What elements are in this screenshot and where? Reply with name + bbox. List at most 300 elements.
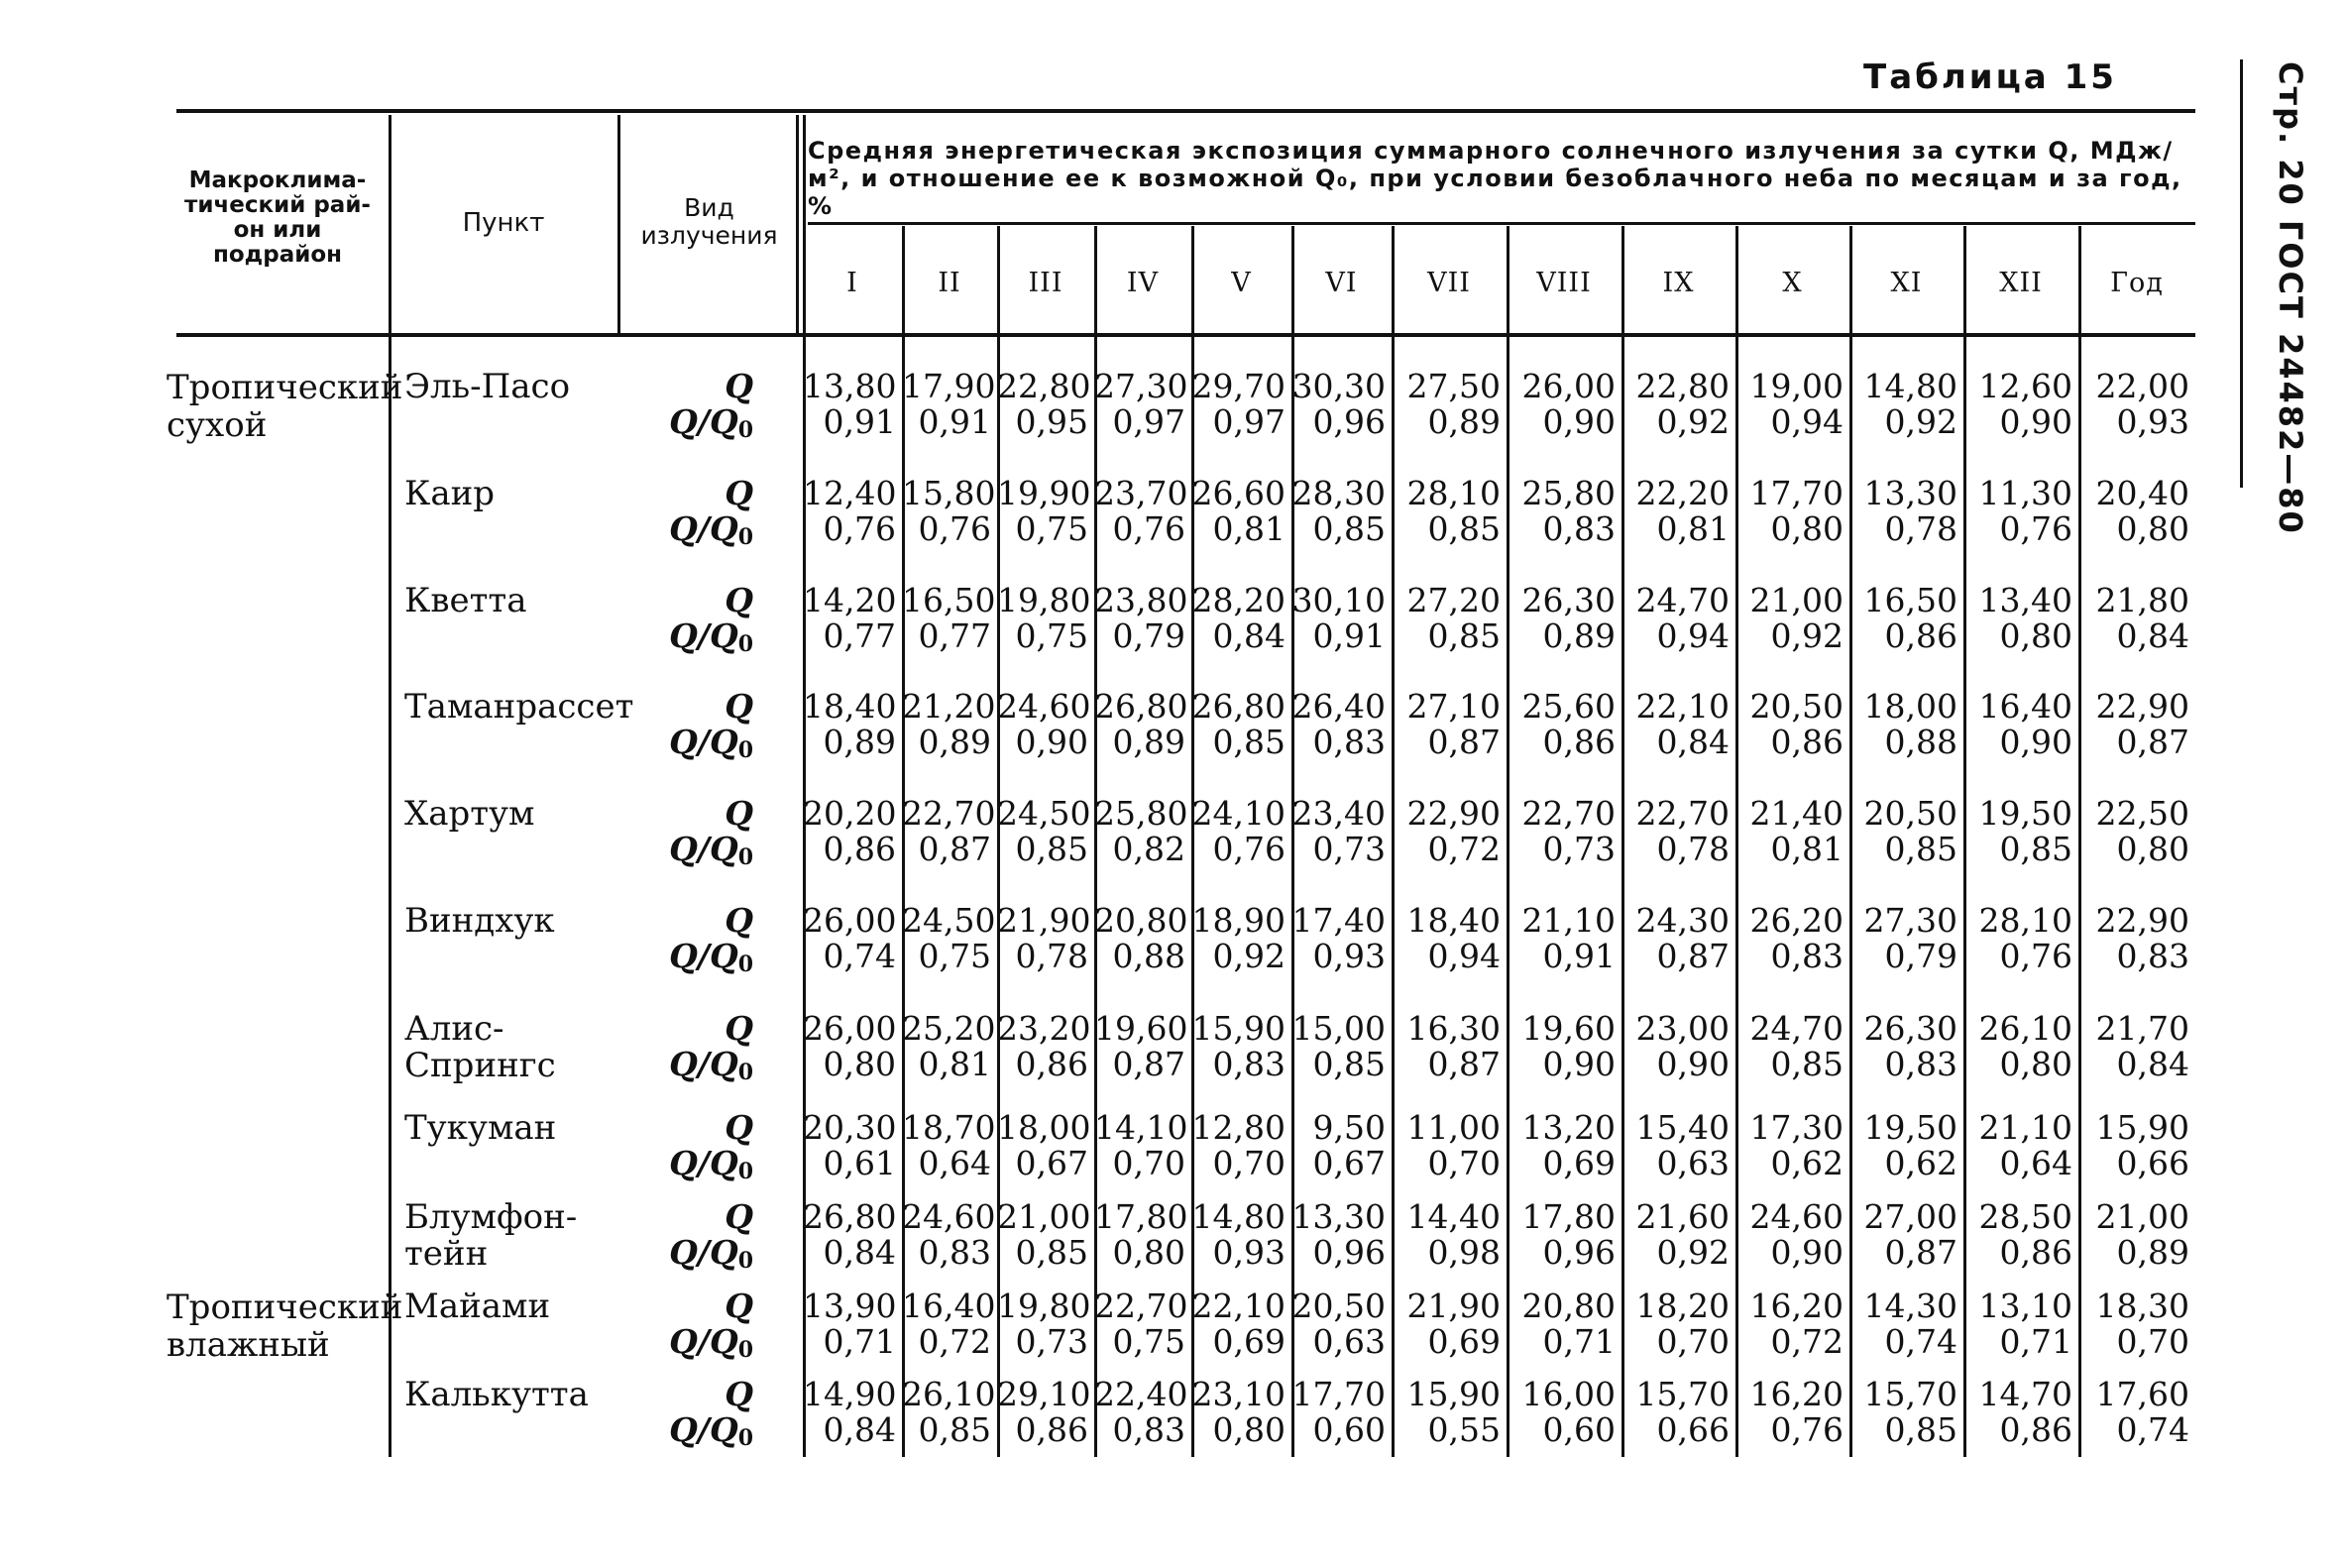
ratio-value-cell: 0,95 <box>1015 402 1088 441</box>
ratio-value-cell: 0,89 <box>1427 402 1501 441</box>
q-value-cell: 29,10 <box>997 1375 1091 1413</box>
ratio-value-cell: 0,73 <box>1312 830 1386 868</box>
ratio-value-cell: 0,91 <box>823 402 896 441</box>
q-value-cell: 20,80 <box>1094 901 1188 940</box>
q-value-cell: 24,60 <box>997 687 1091 726</box>
radiation-ratio-label <box>634 1047 753 1090</box>
q-value-cell: 16,40 <box>1978 687 2072 726</box>
top-rule <box>176 109 2195 113</box>
ratio-value-cell: 0,74 <box>2116 1410 2189 1449</box>
ratio-value-cell: 0,73 <box>1542 830 1616 868</box>
q-value-cell: 22,90 <box>2095 901 2189 940</box>
q-value-cell: 25,60 <box>1521 687 1616 726</box>
ratio-value-cell: 0,75 <box>1015 509 1088 548</box>
ratio-value-cell: 0,87 <box>918 830 991 868</box>
q-value-cell: 22,40 <box>1094 1375 1188 1413</box>
q-value-cell: 9,50 <box>1312 1108 1386 1147</box>
ratio-value-cell: 0,94 <box>1427 937 1501 975</box>
ratio-value-cell: 0,60 <box>1542 1410 1616 1449</box>
ratio-value-cell: 0,83 <box>1884 1045 1957 1083</box>
ratio-value-cell: 0,97 <box>1112 402 1185 441</box>
ratio-value-cell: 0,89 <box>918 723 991 761</box>
ratio-value-cell: 0,85 <box>1884 830 1957 868</box>
month-header-11: XI <box>1890 268 1923 298</box>
q-value-cell: 19,60 <box>1521 1009 1616 1048</box>
month-header-divider-4 <box>1191 226 1194 333</box>
q-value-cell: 20,50 <box>1291 1287 1386 1325</box>
ratio-value-cell: 0,71 <box>1999 1322 2072 1361</box>
q-value-cell: 25,20 <box>902 1009 996 1048</box>
q-value-cell: 20,80 <box>1521 1287 1616 1325</box>
ratio-value-cell: 0,83 <box>1542 509 1616 548</box>
q-value-cell: 14,80 <box>1863 367 1957 405</box>
ratio-value-cell: 0,70 <box>1427 1144 1501 1182</box>
q-value-cell: 24,70 <box>1749 1009 1844 1048</box>
point-name: Эль-Пасо <box>404 367 571 406</box>
q-value-cell: 16,30 <box>1406 1009 1501 1048</box>
month-header-divider-8 <box>1621 226 1624 333</box>
q-value-cell: 21,00 <box>997 1197 1091 1236</box>
q-value-cell: 17,80 <box>1094 1197 1188 1236</box>
q-value-cell: 25,80 <box>1521 474 1616 512</box>
ratio-value-cell: 0,80 <box>1112 1233 1185 1272</box>
q-value-cell: 14,40 <box>1406 1197 1501 1236</box>
q-value-cell: 17,60 <box>2095 1375 2189 1413</box>
ratio-value-cell: 0,83 <box>1770 937 1844 975</box>
month-header-divider-9 <box>1735 226 1738 333</box>
month-header-1: I <box>846 268 858 298</box>
ratio-value-cell: 0,83 <box>1212 1045 1286 1083</box>
q-value-cell: 13,30 <box>1291 1197 1386 1236</box>
ratio-value-cell: 0,84 <box>1212 616 1286 655</box>
ratio-value-cell: 0,85 <box>1015 830 1088 868</box>
radiation-ratio-label <box>634 511 753 555</box>
q-value-cell: 27,20 <box>1406 581 1501 619</box>
q-value-cell: 15,70 <box>1635 1375 1730 1413</box>
ratio-value-cell: 0,80 <box>2116 830 2189 868</box>
ratio-value-cell: 0,62 <box>1884 1144 1957 1182</box>
q-value-cell: 26,10 <box>902 1375 996 1413</box>
q-value-cell: 18,40 <box>803 687 897 726</box>
q-value-cell: 15,80 <box>902 474 996 512</box>
q-value-cell: 26,80 <box>1094 687 1188 726</box>
q-value-cell: 13,30 <box>1863 474 1957 512</box>
radiation-ratio-main: Q/Q <box>669 1410 738 1449</box>
radiation-ratio-main: Q/Q <box>669 402 738 441</box>
ratio-value-cell: 0,91 <box>918 402 991 441</box>
q-value-cell: 21,10 <box>1978 1108 2072 1147</box>
radiation-ratio-subscript: 0 <box>737 1425 753 1451</box>
q-value-cell: 28,20 <box>1191 581 1286 619</box>
ratio-value-cell: 0,86 <box>1884 616 1957 655</box>
q-value-cell: 28,10 <box>1406 474 1501 512</box>
q-value-cell: 21,00 <box>2095 1197 2189 1236</box>
radiation-ratio-label <box>634 404 753 448</box>
radiation-ratio-main: Q/Q <box>669 830 738 868</box>
q-value-cell: 30,10 <box>1291 581 1386 619</box>
radiation-ratio-subscript: 0 <box>737 1248 753 1274</box>
q-value-cell: 21,90 <box>1406 1287 1501 1325</box>
ratio-value-cell: 0,80 <box>823 1045 896 1083</box>
ratio-value-cell: 0,83 <box>918 1233 991 1272</box>
q-value-cell: 12,80 <box>1191 1108 1286 1147</box>
q-value-cell: 27,10 <box>1406 687 1501 726</box>
q-value-cell: 24,30 <box>1635 901 1730 940</box>
ratio-value-cell: 0,92 <box>1770 616 1844 655</box>
radiation-ratio-label <box>634 939 753 982</box>
ratio-value-cell: 0,96 <box>1312 1233 1386 1272</box>
q-value-cell: 22,50 <box>2095 794 2189 833</box>
q-value-cell: 14,80 <box>1191 1197 1286 1236</box>
group-column-header: Средняя энергетическая экспозиция суммарного солнечного излучения за сутки Q, МДж/м², и отношение ее к возможной Q₀, при условии безоблачного неба по месяцам и за год, % <box>808 137 2182 220</box>
q-value-cell: 26,60 <box>1191 474 1286 512</box>
q-value-cell: 26,10 <box>1978 1009 2072 1048</box>
q-value-cell: 11,00 <box>1406 1108 1501 1147</box>
ratio-value-cell: 0,72 <box>918 1322 991 1361</box>
q-value-cell: 28,10 <box>1978 901 2072 940</box>
q-value-cell: 16,20 <box>1749 1287 1844 1325</box>
q-value-cell: 27,00 <box>1863 1197 1957 1236</box>
radiation-ratio-label <box>634 1412 753 1456</box>
q-value-cell: 21,20 <box>902 687 996 726</box>
group-header-rule <box>808 222 2195 225</box>
q-value-cell: 18,30 <box>2095 1287 2189 1325</box>
point-name: Алис- Спрингс <box>404 1009 556 1085</box>
radiation-q-label: Q <box>725 1009 753 1048</box>
radiation-ratio-main: Q/Q <box>669 1233 738 1272</box>
region-label: Тропический сухой <box>167 368 403 445</box>
point-name: Виндхук <box>404 901 555 941</box>
q-value-cell: 14,90 <box>803 1375 897 1413</box>
ratio-value-cell: 0,90 <box>1999 723 2072 761</box>
ratio-value-cell: 0,86 <box>823 830 896 868</box>
ratio-value-cell: 0,84 <box>2116 1045 2189 1083</box>
q-value-cell: 21,40 <box>1749 794 1844 833</box>
ratio-value-cell: 0,85 <box>1770 1045 1844 1083</box>
q-value-cell: 19,00 <box>1749 367 1844 405</box>
ratio-value-cell: 0,91 <box>1542 937 1616 975</box>
ratio-value-cell: 0,93 <box>1312 937 1386 975</box>
q-value-cell: 23,10 <box>1191 1375 1286 1413</box>
q-value-cell: 28,50 <box>1978 1197 2072 1236</box>
ratio-value-cell: 0,77 <box>918 616 991 655</box>
ratio-value-cell: 0,85 <box>1312 1045 1386 1083</box>
q-value-cell: 16,50 <box>1863 581 1957 619</box>
ratio-value-cell: 0,86 <box>1999 1233 2072 1272</box>
point-name: Блумфон- тейн <box>404 1197 578 1274</box>
ratio-value-cell: 0,90 <box>1999 402 2072 441</box>
ratio-value-cell: 0,92 <box>1884 402 1957 441</box>
q-value-cell: 19,80 <box>997 1287 1091 1325</box>
ratio-value-cell: 0,91 <box>1312 616 1386 655</box>
q-value-cell: 13,90 <box>803 1287 897 1325</box>
q-value-cell: 22,00 <box>2095 367 2189 405</box>
header-divider-2 <box>796 115 799 333</box>
radiation-ratio-subscript: 0 <box>737 1337 753 1363</box>
radiation-ratio-subscript: 0 <box>737 952 753 977</box>
ratio-value-cell: 0,93 <box>1212 1233 1286 1272</box>
ratio-value-cell: 0,81 <box>1770 830 1844 868</box>
q-value-cell: 16,40 <box>902 1287 996 1325</box>
ratio-value-cell: 0,70 <box>1212 1144 1286 1182</box>
ratio-value-cell: 0,89 <box>1112 723 1185 761</box>
q-value-cell: 21,90 <box>997 901 1091 940</box>
ratio-value-cell: 0,85 <box>1999 830 2072 868</box>
q-value-cell: 26,00 <box>803 1009 897 1048</box>
ratio-value-cell: 0,73 <box>1015 1322 1088 1361</box>
q-value-cell: 26,80 <box>1191 687 1286 726</box>
q-value-cell: 24,10 <box>1191 794 1286 833</box>
ratio-value-cell: 0,64 <box>918 1144 991 1182</box>
q-value-cell: 22,90 <box>2095 687 2189 726</box>
q-value-cell: 17,70 <box>1291 1375 1386 1413</box>
ratio-value-cell: 0,92 <box>1656 1233 1730 1272</box>
ratio-value-cell: 0,69 <box>1212 1322 1286 1361</box>
q-value-cell: 24,70 <box>1635 581 1730 619</box>
q-value-cell: 26,20 <box>1749 901 1844 940</box>
q-value-cell: 15,00 <box>1291 1009 1386 1048</box>
ratio-value-cell: 0,80 <box>1770 509 1844 548</box>
ratio-value-cell: 0,89 <box>823 723 896 761</box>
month-header-7: VII <box>1427 268 1471 298</box>
ratio-value-cell: 0,83 <box>1112 1410 1185 1449</box>
ratio-value-cell: 0,78 <box>1656 830 1730 868</box>
q-value-cell: 26,40 <box>1291 687 1386 726</box>
month-header-divider-3 <box>1094 226 1097 333</box>
q-value-cell: 23,70 <box>1094 474 1188 512</box>
q-value-cell: 16,20 <box>1749 1375 1844 1413</box>
q-value-cell: 12,40 <box>803 474 897 512</box>
q-value-cell: 27,50 <box>1406 367 1501 405</box>
q-value-cell: 26,30 <box>1863 1009 1957 1048</box>
ratio-value-cell: 0,76 <box>1112 509 1185 548</box>
q-value-cell: 24,50 <box>902 901 996 940</box>
q-value-cell: 15,90 <box>1191 1009 1286 1048</box>
ratio-value-cell: 0,76 <box>823 509 896 548</box>
q-value-cell: 24,60 <box>902 1197 996 1236</box>
ratio-value-cell: 0,92 <box>1212 937 1286 975</box>
region-column-header: Макроклима- тический рай- он или подрайон <box>184 168 371 268</box>
ratio-value-cell: 0,76 <box>1999 937 2072 975</box>
ratio-value-cell: 0,70 <box>2116 1322 2189 1361</box>
ratio-value-cell: 0,70 <box>1112 1144 1185 1182</box>
month-header-divider-5 <box>1291 226 1294 333</box>
month-header-13: Год <box>2110 268 2164 298</box>
q-value-cell: 20,40 <box>2095 474 2189 512</box>
ratio-value-cell: 0,81 <box>1656 509 1730 548</box>
q-value-cell: 26,00 <box>803 901 897 940</box>
ratio-value-cell: 0,72 <box>1427 830 1501 868</box>
ratio-value-cell: 0,75 <box>1015 616 1088 655</box>
q-value-cell: 19,90 <box>997 474 1091 512</box>
q-value-cell: 22,10 <box>1635 687 1730 726</box>
point-name: Майами <box>404 1287 551 1326</box>
ratio-value-cell: 0,61 <box>823 1144 896 1182</box>
point-name: Кветта <box>404 581 527 620</box>
radiation-ratio-main: Q/Q <box>669 1144 738 1182</box>
month-header-2: II <box>938 268 961 298</box>
radiation-ratio-subscript: 0 <box>737 1060 753 1085</box>
month-header-12: XII <box>1999 268 2043 298</box>
q-value-cell: 19,50 <box>1978 794 2072 833</box>
ratio-value-cell: 0,87 <box>1656 937 1730 975</box>
ratio-value-cell: 0,66 <box>1656 1410 1730 1449</box>
q-value-cell: 18,90 <box>1191 901 1286 940</box>
q-value-cell: 26,80 <box>803 1197 897 1236</box>
radiation-q-label: Q <box>725 474 753 512</box>
ratio-value-cell: 0,76 <box>918 509 991 548</box>
radiation-ratio-label <box>634 1146 753 1189</box>
ratio-value-cell: 0,70 <box>1656 1322 1730 1361</box>
ratio-value-cell: 0,96 <box>1312 402 1386 441</box>
q-value-cell: 22,10 <box>1191 1287 1286 1325</box>
ratio-value-cell: 0,88 <box>1112 937 1185 975</box>
radiation-q-label: Q <box>725 901 753 940</box>
ratio-value-cell: 0,93 <box>2116 402 2189 441</box>
month-header-9: IX <box>1662 268 1695 298</box>
ratio-value-cell: 0,76 <box>1770 1410 1844 1449</box>
ratio-value-cell: 0,71 <box>1542 1322 1616 1361</box>
radiation-q-label: Q <box>725 581 753 619</box>
month-header-4: IV <box>1126 268 1160 298</box>
running-head <box>2250 61 2309 535</box>
ratio-value-cell: 0,85 <box>1312 509 1386 548</box>
q-value-cell: 15,40 <box>1635 1108 1730 1147</box>
q-value-cell: 21,60 <box>1635 1197 1730 1236</box>
q-value-cell: 17,80 <box>1521 1197 1616 1236</box>
q-value-cell: 20,30 <box>803 1108 897 1147</box>
radiation-q-label: Q <box>725 1108 753 1147</box>
q-value-cell: 11,30 <box>1978 474 2072 512</box>
ratio-value-cell: 0,55 <box>1427 1410 1501 1449</box>
ratio-value-cell: 0,78 <box>1884 509 1957 548</box>
radiation-q-label: Q <box>725 687 753 726</box>
ratio-value-cell: 0,72 <box>1770 1322 1844 1361</box>
q-value-cell: 24,60 <box>1749 1197 1844 1236</box>
radiation-ratio-main: Q/Q <box>669 616 738 655</box>
ratio-value-cell: 0,62 <box>1770 1144 1844 1182</box>
radiation-ratio-label <box>634 832 753 875</box>
q-value-cell: 23,00 <box>1635 1009 1730 1048</box>
ratio-value-cell: 0,67 <box>1312 1144 1386 1182</box>
ratio-value-cell: 0,86 <box>1770 723 1844 761</box>
ratio-value-cell: 0,60 <box>1312 1410 1386 1449</box>
ratio-value-cell: 0,84 <box>823 1233 896 1272</box>
month-header-divider-10 <box>1849 226 1852 333</box>
ratio-value-cell: 0,86 <box>1542 723 1616 761</box>
ratio-value-cell: 0,87 <box>1427 1045 1501 1083</box>
month-header-divider-7 <box>1507 226 1509 333</box>
q-value-cell: 13,10 <box>1978 1287 2072 1325</box>
point-name: Хартум <box>404 794 535 834</box>
q-value-cell: 18,00 <box>1863 687 1957 726</box>
ratio-value-cell: 0,66 <box>2116 1144 2189 1182</box>
ratio-value-cell: 0,74 <box>823 937 896 975</box>
month-header-divider-11 <box>1963 226 1966 333</box>
radiation-q-label: Q <box>725 794 753 833</box>
radiation-ratio-label <box>634 618 753 662</box>
q-value-cell: 22,90 <box>1406 794 1501 833</box>
radiation-ratio-label <box>634 725 753 768</box>
radiation-ratio-subscript: 0 <box>737 1159 753 1184</box>
month-header-6: VI <box>1325 268 1358 298</box>
running-head-text: Стр. 20 ГОСТ 24482—80 <box>2272 61 2309 535</box>
q-value-cell: 14,30 <box>1863 1287 1957 1325</box>
ratio-value-cell: 0,84 <box>2116 616 2189 655</box>
ratio-value-cell: 0,85 <box>1427 616 1501 655</box>
radiation-ratio-label <box>634 1324 753 1368</box>
ratio-value-cell: 0,85 <box>918 1410 991 1449</box>
point-name: Тукуман <box>404 1108 557 1148</box>
ratio-value-cell: 0,78 <box>1015 937 1088 975</box>
q-value-cell: 22,80 <box>1635 367 1730 405</box>
radiation-ratio-subscript: 0 <box>737 417 753 443</box>
q-value-cell: 13,20 <box>1521 1108 1616 1147</box>
ratio-value-cell: 0,84 <box>823 1410 896 1449</box>
q-value-cell: 19,50 <box>1863 1108 1957 1147</box>
q-value-cell: 25,80 <box>1094 794 1188 833</box>
q-value-cell: 21,70 <box>2095 1009 2189 1048</box>
ratio-value-cell: 0,86 <box>1999 1410 2072 1449</box>
ratio-value-cell: 0,75 <box>1112 1322 1185 1361</box>
ratio-value-cell: 0,80 <box>1212 1410 1286 1449</box>
q-value-cell: 17,30 <box>1749 1108 1844 1147</box>
ratio-value-cell: 0,76 <box>1999 509 2072 548</box>
ratio-value-cell: 0,84 <box>1656 723 1730 761</box>
q-value-cell: 22,80 <box>997 367 1091 405</box>
ratio-value-cell: 0,79 <box>1112 616 1185 655</box>
ratio-value-cell: 0,87 <box>2116 723 2189 761</box>
ratio-value-cell: 0,96 <box>1542 1233 1616 1272</box>
ratio-value-cell: 0,98 <box>1427 1233 1501 1272</box>
point-name: Таманрассет <box>404 687 634 727</box>
region-label: Тропический влажный <box>167 1288 403 1365</box>
radiation-q-label: Q <box>725 1197 753 1236</box>
ratio-value-cell: 0,81 <box>1212 509 1286 548</box>
ratio-value-cell: 0,77 <box>823 616 896 655</box>
radiation-q-label: Q <box>725 1287 753 1325</box>
radiation-ratio-label <box>634 1235 753 1279</box>
ratio-value-cell: 0,71 <box>823 1322 896 1361</box>
ratio-value-cell: 0,69 <box>1427 1322 1501 1361</box>
ratio-value-cell: 0,89 <box>2116 1233 2189 1272</box>
ratio-value-cell: 0,94 <box>1770 402 1844 441</box>
q-value-cell: 21,00 <box>1749 581 1844 619</box>
q-value-cell: 23,40 <box>1291 794 1386 833</box>
ratio-value-cell: 0,87 <box>1112 1045 1185 1083</box>
q-value-cell: 13,40 <box>1978 581 2072 619</box>
q-value-cell: 23,20 <box>997 1009 1091 1048</box>
radiation-ratio-subscript: 0 <box>737 631 753 657</box>
ratio-value-cell: 0,81 <box>918 1045 991 1083</box>
q-value-cell: 13,80 <box>803 367 897 405</box>
radiation-ratio-subscript: 0 <box>737 524 753 550</box>
month-header-divider-6 <box>1392 226 1395 333</box>
ratio-value-cell: 0,85 <box>1015 1233 1088 1272</box>
ratio-value-cell: 0,82 <box>1112 830 1185 868</box>
ratio-value-cell: 0,83 <box>2116 937 2189 975</box>
ratio-value-cell: 0,87 <box>1427 723 1501 761</box>
q-value-cell: 14,10 <box>1094 1108 1188 1147</box>
q-value-cell: 20,20 <box>803 794 897 833</box>
q-value-cell: 17,70 <box>1749 474 1844 512</box>
ratio-value-cell: 0,80 <box>1999 616 2072 655</box>
month-header-divider-2 <box>997 226 1000 333</box>
q-value-cell: 29,70 <box>1191 367 1286 405</box>
ratio-value-cell: 0,69 <box>1542 1144 1616 1182</box>
month-header-divider-12 <box>2078 226 2081 333</box>
q-value-cell: 23,80 <box>1094 581 1188 619</box>
